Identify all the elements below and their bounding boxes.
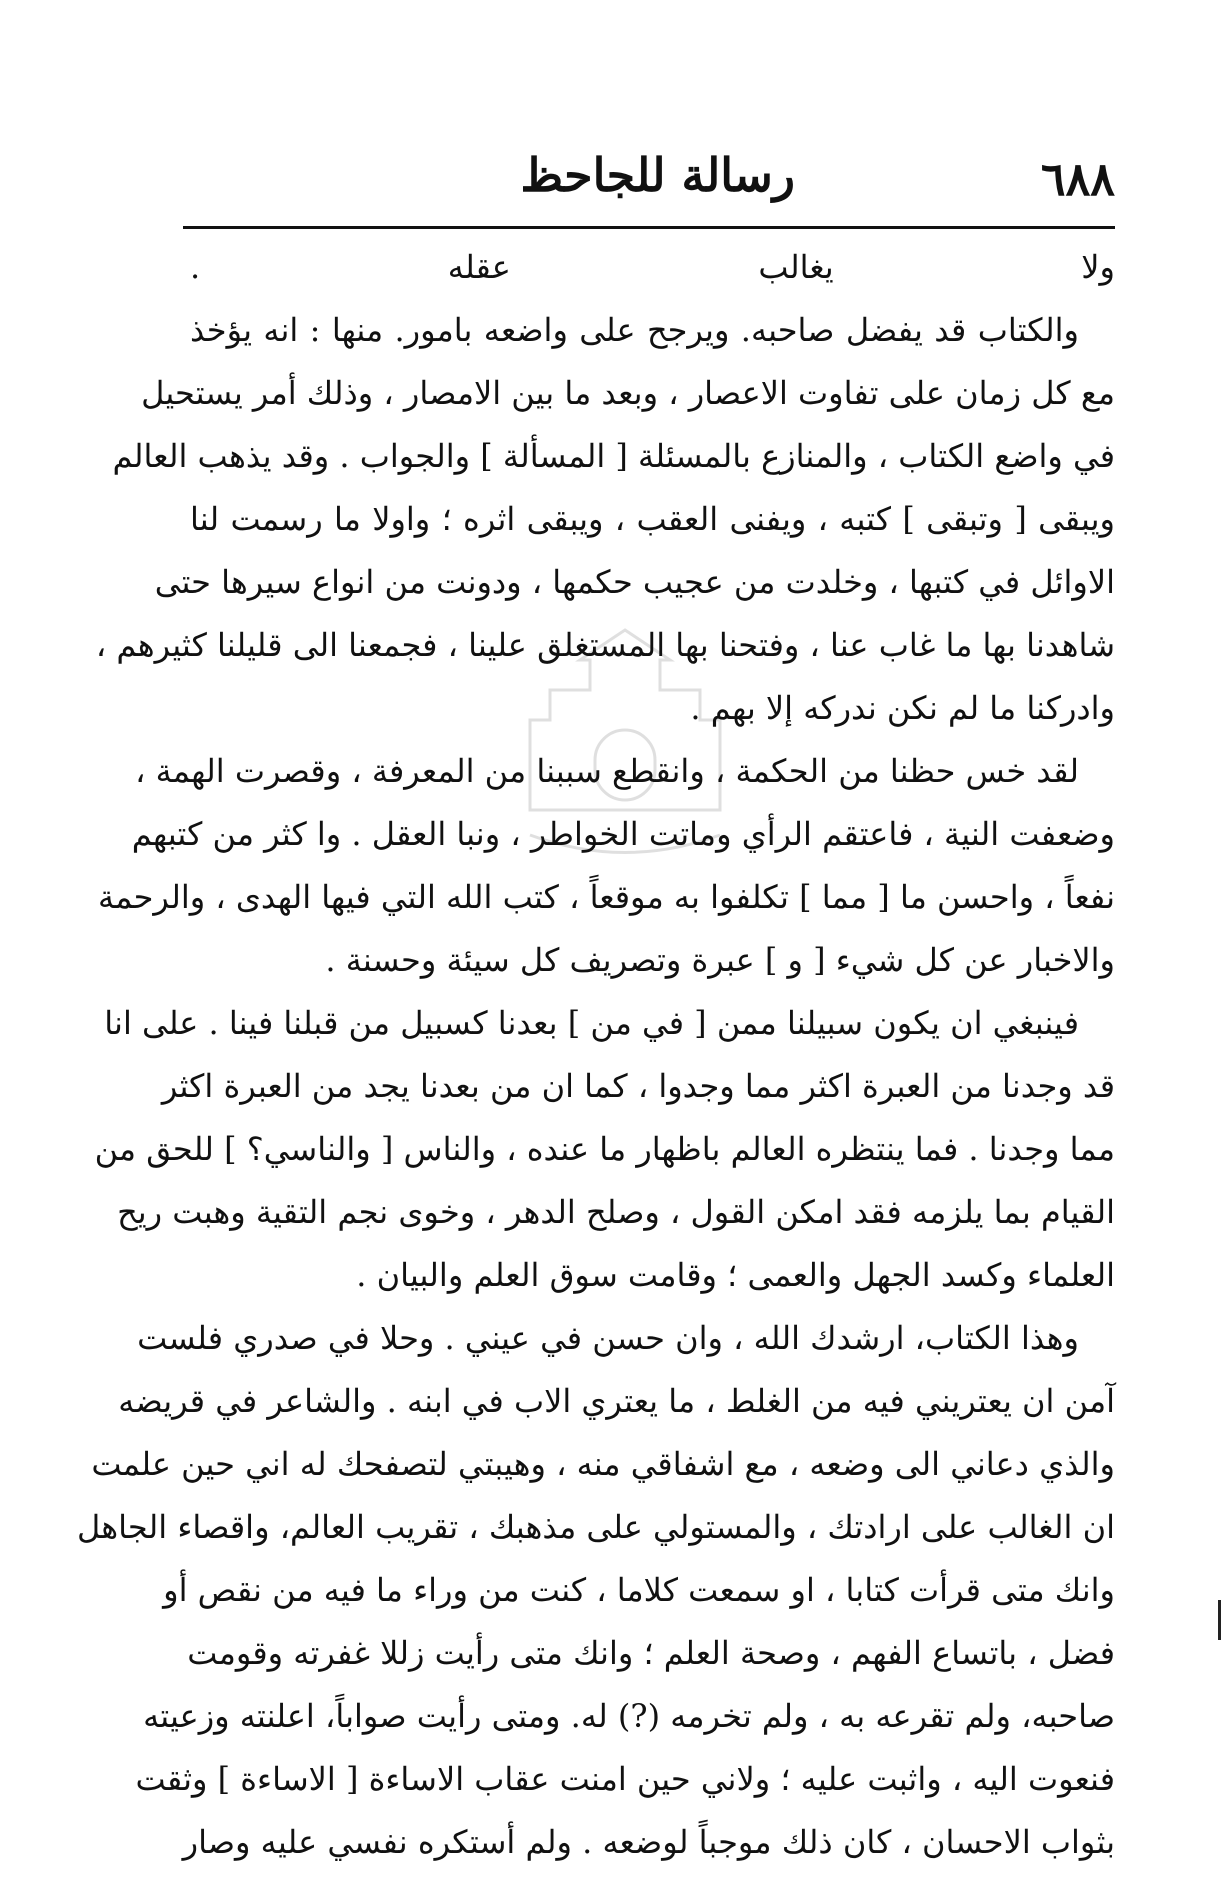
text-line: ان الغالب على ارادتك ، والمستولي على مذهبك ، تقريب العالم، واقصاء الجاهل [77,1508,1115,1546]
text-line: بثواب الاحسان ، كان ذلك موجباً لوضعه . ولم أستكره نفسي عليه وصار [182,1823,1115,1861]
header-rule [183,226,1115,229]
text-line: شاهدنا بها ما غاب عنا ، وفتحنا بها المستغلق علينا ، فجمعنا الى قليلنا كثيرهم ، [95,626,1115,664]
text-line: والذي دعاني الى وضعه ، مع اشفاقي منه ، وهيبتي لتصفحك له اني حين علمت [91,1445,1115,1483]
page-number: ٦٨٨ [1040,152,1115,206]
margin-mark [1218,1600,1221,1640]
text-line: فينبغي ان يكون سبيلنا ممن [ في من ] بعدنا كسبيل من قبلنا فينا . على انا [104,1004,1079,1042]
text-line: العلماء وكسد الجهل والعمى ؛ وقامت سوق العلم والبيان . [356,1256,1115,1294]
text-line: قد وجدنا من العبرة اكثر مما وجدوا ، كما ان من بعدنا يجد من العبرة اكثر [161,1067,1115,1105]
text-line: الاوائل في كتبها ، وخلدت من عجيب حكمها ، ودونت من انواع سيرها حتى [154,563,1115,601]
text-line: مع كل زمان على تفاوت الاعصار ، وبعد ما بين الامصار ، وذلك أمر يستحيل [141,374,1115,412]
text-line: والاخبار عن كل شيء [ و ] عبرة وتصريف كل سيئة وحسنة . [325,941,1115,979]
page-header [185,140,1115,220]
text-line: وضعفت النية ، فاعتقم الرأي وماتت الخواطر ، ونبا العقل . وا كثر من كتبهم [131,815,1115,853]
text-line: ولا يغالب عقله . [190,248,1115,286]
text-line: في واضع الكتاب ، والمنازع بالمسئلة [ المسألة ] والجواب . وقد يذهب العالم [112,437,1115,475]
text-line: وهذا الكتاب، ارشدك الله ، وان حسن في عيني . وحلا في صدري فلست [137,1319,1079,1357]
body-text [77,236,1115,1874]
text-line: فنعوت اليه ، واثبت عليه ؛ ولاني حين امنت عقاب الاساءة [ الاساءة ] وثقت [135,1760,1115,1798]
text-line: نفعاً ، واحسن ما [ مما ] تكلفوا به موقعاً ، كتب الله التي فيها الهدى ، والرحمة [97,878,1115,916]
text-line: آمن ان يعتريني فيه من الغلط ، ما يعتري الاب في ابنه . والشاعر في قريضه [118,1382,1115,1420]
text-line: والكتاب قد يفضل صاحبه. ويرجح على واضعه بامور. منها : انه يؤخذ [190,311,1079,349]
text-line: وادركنا ما لم نكن ندركه إلا بهم . [690,689,1115,727]
text-line: وانك متى قرأت كتابا ، او سمعت كلاما ، كنت من وراء ما فيه من نقص أو [163,1571,1115,1609]
text-line: ويبقى [ وتبقى ] كتبه ، ويفنى العقب ، ويبقى اثره ؛ واولا ما رسمت لنا [190,500,1115,538]
text-line: لقد خس حظنا من الحكمة ، وانقطع سببنا من المعرفة ، وقصرت الهمة ، [135,752,1079,790]
text-line: القيام بما يلزمه فقد امكن القول ، وصلح الدهر ، وخوى نجم التقية وهبت ريح [117,1193,1115,1231]
text-line: فضل ، باتساع الفهم ، وصحة العلم ؛ وانك متى رأيت زللا غفرته وقومت [187,1634,1115,1672]
text-line: مما وجدنا . فما ينتظره العالم باظهار ما عنده ، والناس [ والناسي؟ ] للحق من [94,1130,1115,1168]
text-line: صاحبه، ولم تقرعه به ، ولم تخرمه (?) له. ومتى رأيت صواباً، اعلنته وزعيته [143,1697,1115,1735]
running-title: رسالة للجاحظ [520,148,795,202]
